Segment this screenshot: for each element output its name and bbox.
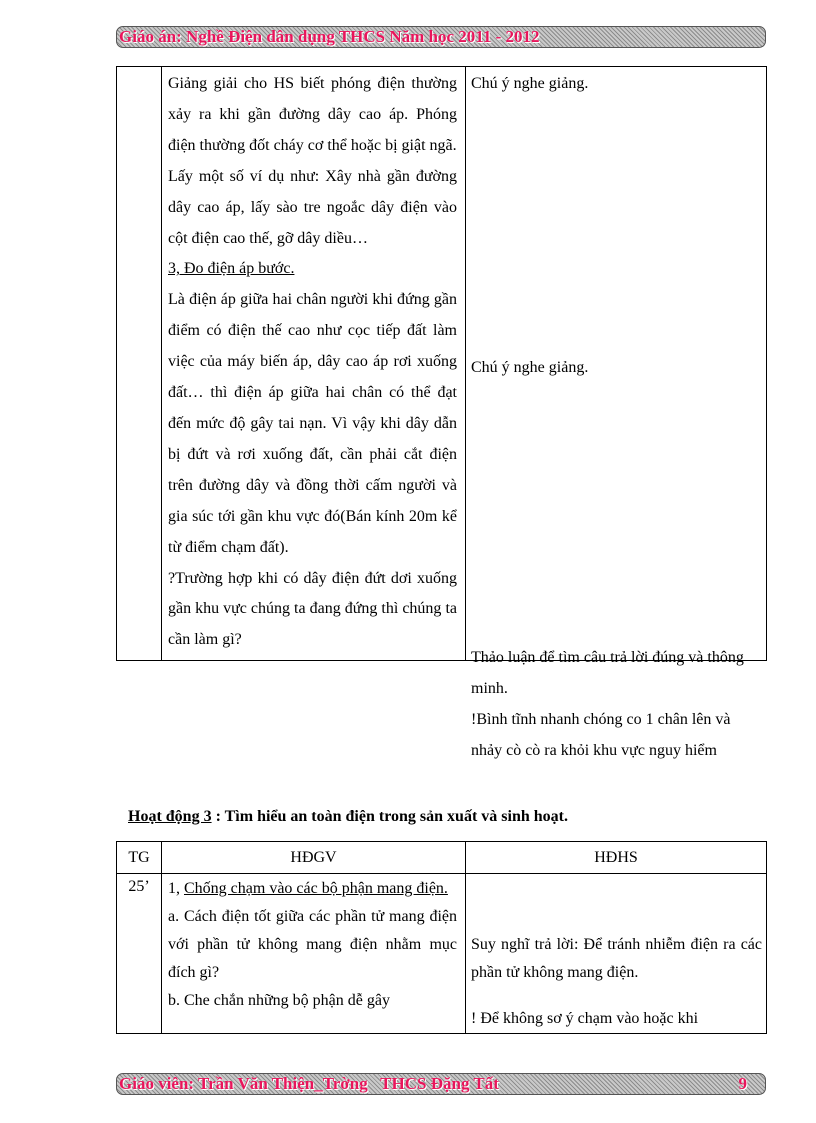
teacher-activity-cell (162, 874, 466, 1034)
page-number: 9 (738, 1074, 747, 1093)
student-paragraph: Chú ý nghe giảng. (471, 359, 589, 376)
activity-text: : Tìm hiểu an toàn điện trong sản xuất và sinh hoạt. (211, 808, 568, 825)
student-activity-cell (466, 874, 767, 1034)
time-value: 25’ (117, 874, 162, 1034)
footer-text: Giáo viên: Trần Văn Thiện_Trờng THCS Đặng Tất (119, 1074, 499, 1093)
answer-a: Suy nghĩ trả lời: Để tránh nhiễm điện ra các phần tử không mang điện. (471, 936, 762, 981)
activity-heading (128, 808, 568, 826)
header-banner (116, 26, 766, 48)
header-title: Giáo án: Nghề Điện dân dụng THCS Năm học 2011 - 2012 (119, 27, 540, 46)
time-cell (117, 67, 162, 661)
teacher-activity-cell (162, 67, 466, 661)
student-activity-cell (466, 67, 767, 759)
header-hdhs: HĐHS (466, 842, 767, 874)
student-paragraph: Chú ý nghe giảng. (471, 75, 589, 92)
teacher-paragraph: Giảng giải cho HS biết phóng điện thường xảy ra khi gần đường dây cao áp. Phóng điện thường đốt cháy cơ thể hoặc bị giật ngã. (168, 75, 457, 154)
answer-b: ! Để không sơ ý chạm vào hoặc khi (471, 1010, 699, 1027)
student-paragraph: !Bình tĩnh nhanh chóng co 1 chân lên và nhảy cò cò ra khỏi khu vực nguy hiểm (471, 711, 731, 759)
header-hdgv: HĐGV (162, 842, 466, 874)
student-paragraph: Thảo luận để tìm câu trả lời đúng và thông minh. (471, 649, 744, 697)
teacher-paragraph: Là điện áp giữa hai chân người khi đứng gần điểm có điện thế cao như cọc tiếp đất làm việc của máy biến áp, dây cao áp rơi xuống đất… thì điện áp giữa hai chân có thể đạt đến mức độ gây tai nạn. Vì vậy khi dây dẫn bị đứt và rơi xuống đất, cần phải cắt điện trên đường dây và đồng thời cấm người và gia súc tới gần khu vực đó(Bán kính 20m kể từ điểm chạm đất). (168, 291, 457, 556)
section-heading: 3, Đo điện áp bước. (168, 260, 295, 278)
question-a: a. Cách điện tốt giữa các phần tử mang điện với phần tử không mang điện nhằm mục đích gì? (168, 908, 457, 981)
activity-label: Hoạt động 3 (128, 808, 212, 825)
lesson-table-2 (116, 841, 767, 1034)
teacher-paragraph: ?Trường hợp khi có dây điện đứt dơi xuống gần khu vực chúng ta đang đứng thì chúng ta cần làm gì? (168, 569, 457, 649)
section-number: 1, (168, 880, 184, 897)
section-title: Chống chạm vào các bộ phận mang điện. (184, 880, 448, 897)
header-tg: TG (117, 842, 162, 874)
question-b: b. Che chắn những bộ phận dễ gây (168, 992, 390, 1009)
lesson-table-1 (116, 66, 767, 759)
teacher-paragraph: Lấy một số ví dụ như: Xây nhà gần đường dây cao áp, lấy sào tre ngoắc dây điện vào cột điện cao thế, gỡ dây diều… (168, 167, 457, 247)
footer-banner (116, 1073, 766, 1095)
section-line (168, 875, 457, 903)
